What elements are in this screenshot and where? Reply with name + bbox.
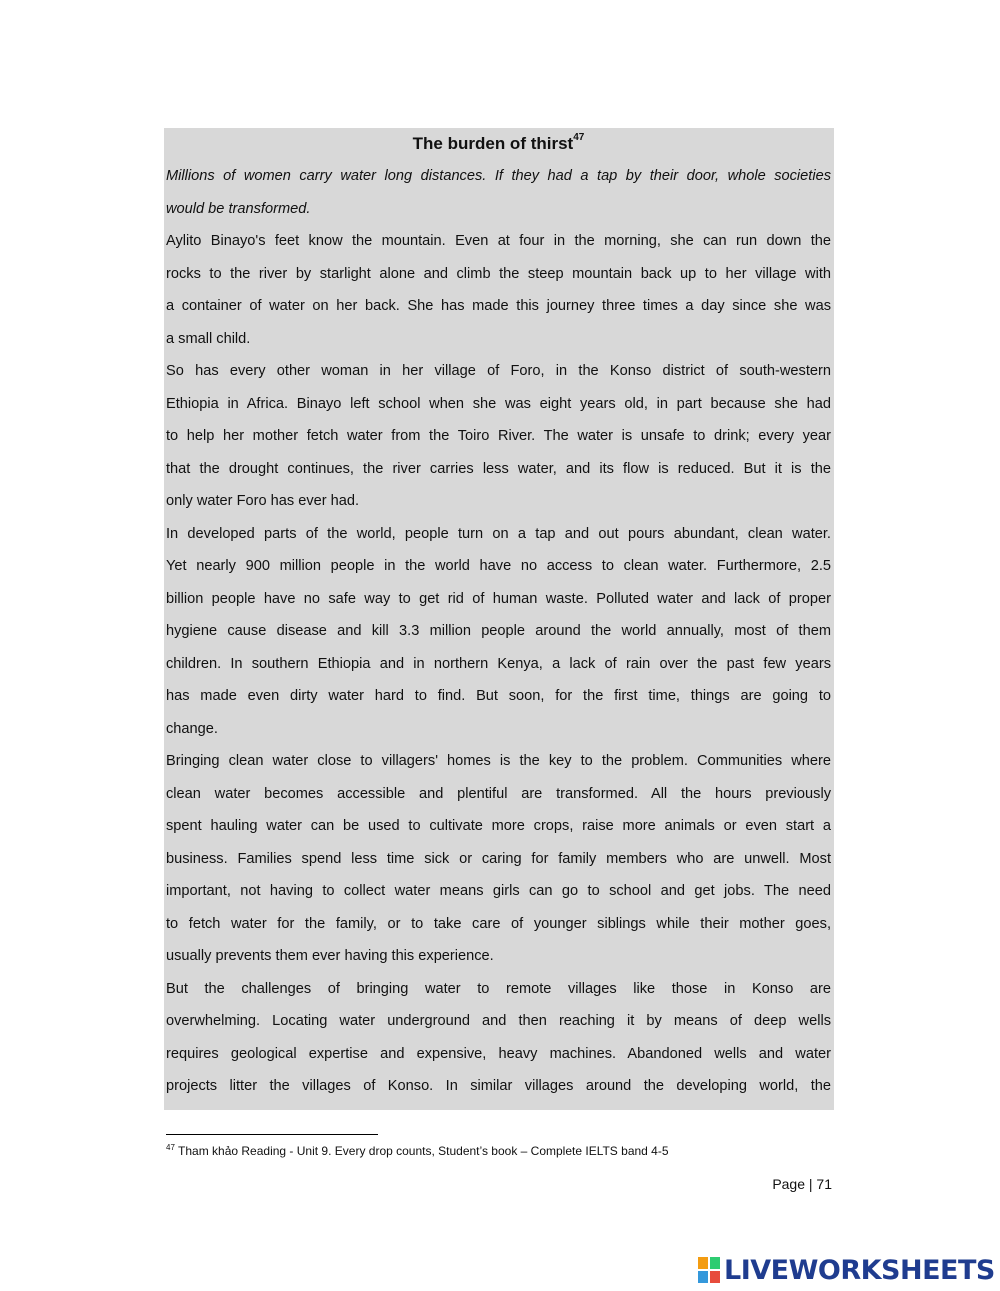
- logo-mark-block: [698, 1271, 708, 1283]
- footnote-ref: 47: [573, 132, 585, 143]
- liveworksheets-mark-icon: [698, 1257, 720, 1283]
- article-body: [166, 160, 831, 1103]
- article-line: a small child.: [166, 330, 251, 347]
- logo-mark-block: [698, 1257, 708, 1269]
- article-line: rocks to the river by starlight alone and climb the steep mountain back up to her village with: [166, 265, 831, 282]
- article-line: business. Families spend less time sick or caring for family members who are unwell. Most: [166, 850, 831, 867]
- article-title: [166, 128, 831, 160]
- logo-mark-block: [710, 1257, 720, 1269]
- article-line: change.: [166, 720, 218, 737]
- article-line: important, not having to collect water means girls can go to school and get jobs. The need: [166, 883, 831, 899]
- article-line: But the challenges of bringing water to remote villages like those in Konso are: [166, 980, 831, 997]
- article-line: Ethiopia in Africa. Binayo left school when she was eight years old, in part because she had: [166, 395, 831, 412]
- footnote-text: Tham khảo Reading - Unit 9. Every drop counts, Student’s book – Complete IELTS band 4-5: [174, 1144, 669, 1158]
- footnote-divider: [166, 1134, 378, 1135]
- article-line: spent hauling water can be used to cultivate more crops, raise more animals or even start a: [166, 818, 831, 834]
- article-line: has made even dirty water hard to find. But soon, for the first time, things are going to: [166, 688, 831, 704]
- article-title-text: The burden of thirst: [412, 134, 574, 153]
- article-line: a container of water on her back. She has made this journey three times a day since she was: [166, 298, 831, 314]
- logo-text: LIVEWORKSHEETS: [724, 1254, 995, 1286]
- article-line: that the drought continues, the river carries less water, and its flow is reduced. But it is the: [166, 460, 831, 477]
- article-line: Aylito Binayo's feet know the mountain. Even at four in the morning, she can run down the: [166, 233, 831, 249]
- liveworksheets-logo: [698, 1253, 995, 1287]
- logo-mark-block: [710, 1271, 720, 1283]
- article-line: In developed parts of the world, people turn on a tap and out pours abundant, clean water.: [166, 525, 831, 542]
- article-line: would be transformed.: [166, 200, 311, 217]
- article-line: Millions of women carry water long distances. If they had a tap by their door, whole societies: [166, 168, 831, 184]
- article-line: projects litter the villages of Konso. In similar villages around the developing world, the: [166, 1078, 831, 1094]
- article-line: usually prevents them ever having this experience.: [166, 948, 494, 964]
- article-line: clean water becomes accessible and plentiful are transformed. All the hours previously: [166, 785, 831, 802]
- article-line: to help her mother fetch water from the Toiro River. The water is unsafe to drink; every year: [166, 428, 831, 444]
- article-line: Yet nearly 900 million people in the world have no access to clean water. Furthermore, 2.5: [166, 558, 831, 574]
- article-line: to fetch water for the family, or to take care of younger siblings while their mother goes,: [166, 915, 831, 932]
- article-line: requires geological expertise and expensive, heavy machines. Abandoned wells and water: [166, 1045, 831, 1062]
- article-line: billion people have no safe way to get rid of human waste. Polluted water and lack of proper: [166, 590, 831, 607]
- article-line: children. In southern Ethiopia and in northern Kenya, a lack of rain over the past few years: [166, 655, 831, 672]
- article-line: overwhelming. Locating water underground and then reaching it by means of deep wells: [166, 1013, 831, 1029]
- article-line: Bringing clean water close to villagers' homes is the key to the problem. Communities where: [166, 753, 831, 769]
- article-line: hygiene cause disease and kill 3.3 million people around the world annually, most of them: [166, 623, 831, 639]
- footnote-number: 47: [166, 1143, 175, 1152]
- article: [166, 128, 831, 1103]
- footnote: [166, 1143, 669, 1158]
- article-line: So has every other woman in her village of Foro, in the Konso district of south-western: [166, 363, 831, 379]
- article-line: only water Foro has ever had.: [166, 493, 360, 509]
- page-number: Page | 71: [772, 1176, 832, 1192]
